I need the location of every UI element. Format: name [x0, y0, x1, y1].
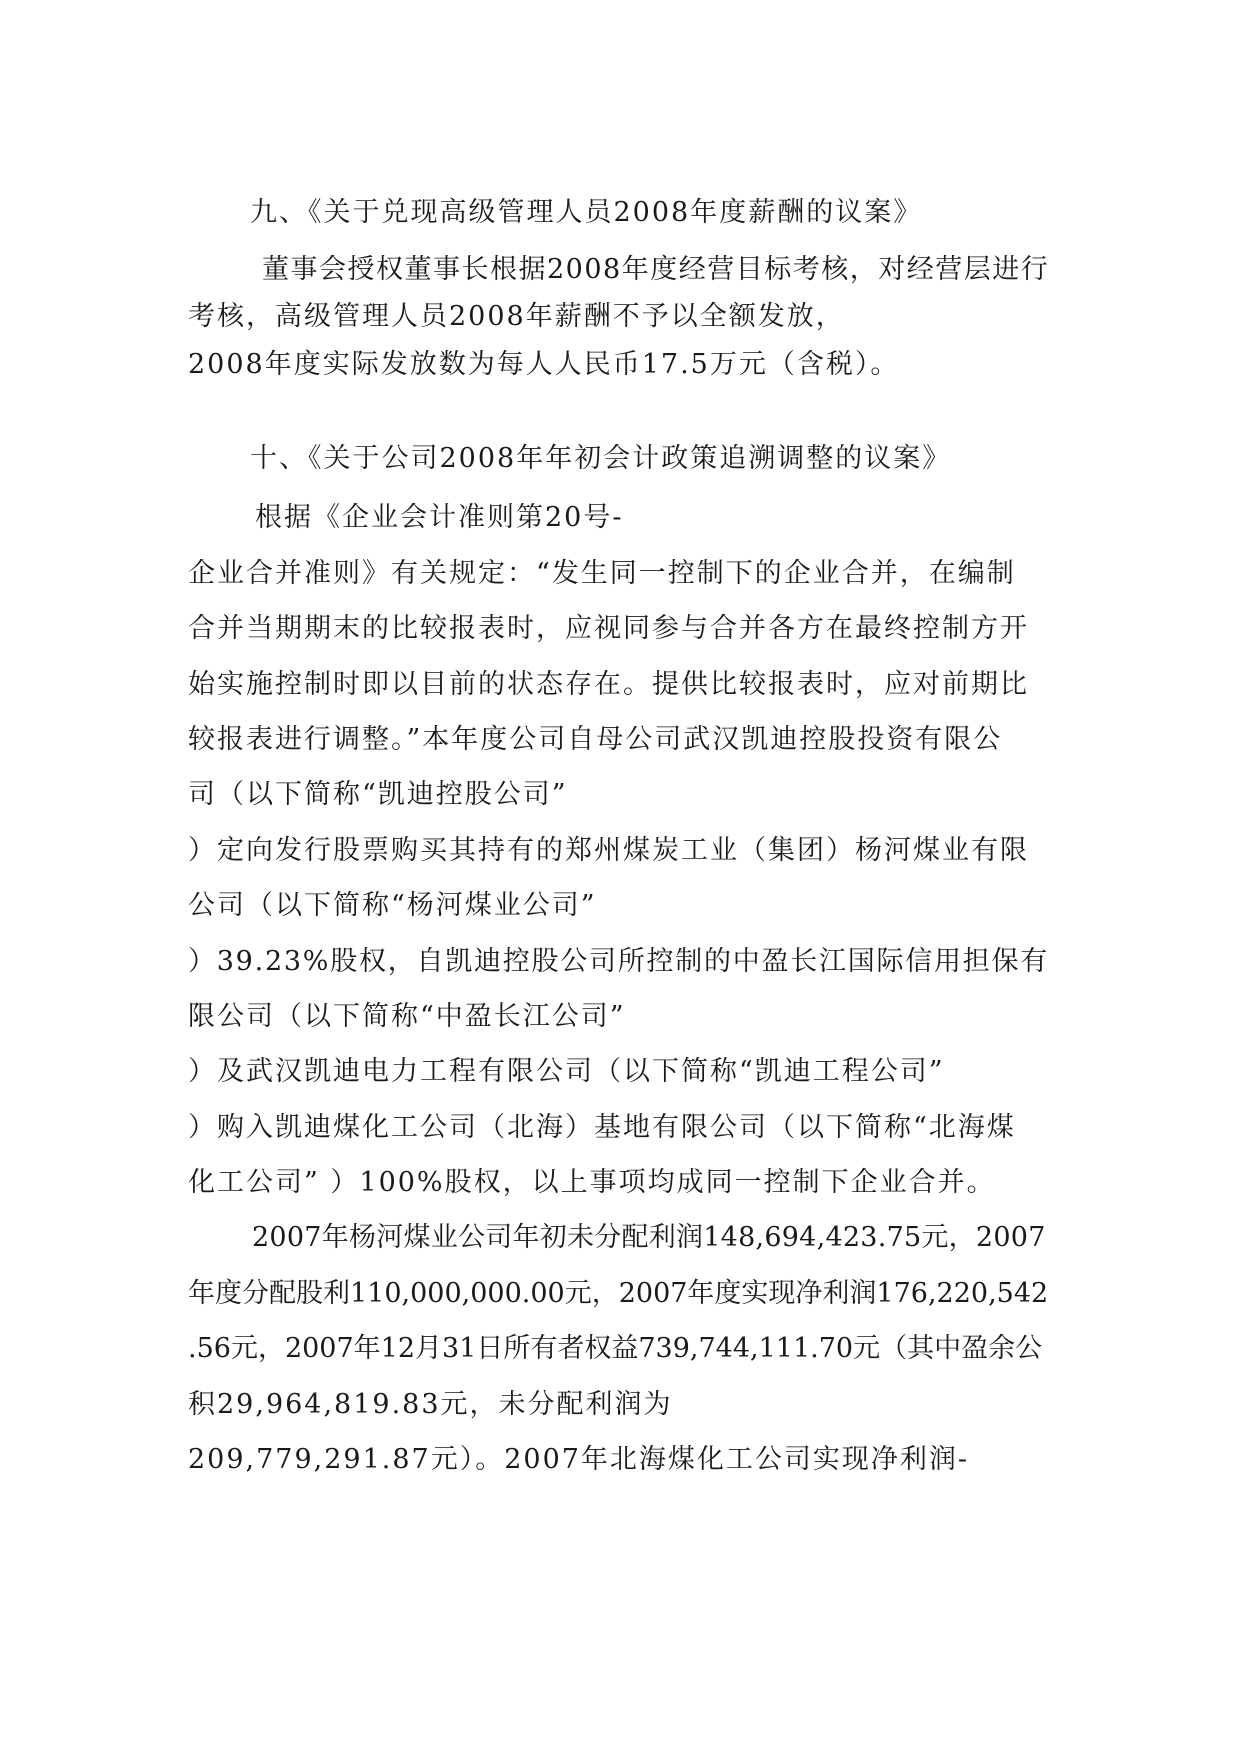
paragraph-line: ）及武汉凯迪电力工程有限公司（以下简称“凯迪工程公司” — [188, 1056, 945, 1087]
paragraph-line: 化工公司” ）100%股权，以上事项均成同一控制下企业合并。 — [188, 1167, 996, 1198]
paragraph-line: 限公司（以下简称“中盈长江公司” — [188, 1001, 626, 1032]
section-heading-10: 十、《关于公司2008年年初会计政策追溯调整的议案》 — [250, 443, 952, 474]
paragraph-line: ）39.23%股权，自凯迪控股公司所控制的中盈长江国际信用担保有 — [188, 946, 1049, 977]
paragraph-line: 209,779,291.87元）。2007年北海煤化工公司实现净利润- — [188, 1444, 970, 1475]
paragraph-line: ）定向发行股票购买其持有的郑州煤炭工业（集团）杨河煤业有限 — [188, 835, 1029, 866]
paragraph-line: 司（以下简称“凯迪控股公司” — [188, 779, 568, 810]
paragraph-line: 2008年度实际发放数为每人人民币17.5万元（含税）。 — [188, 349, 900, 380]
paragraph-line: 年度分配股利110,000,000.00元，2007年度实现净利润176,220,542 — [188, 1278, 1049, 1309]
paragraph-line: 考核，高级管理人员2008年薪酬不予以全额发放， — [188, 301, 845, 332]
paragraph-line: 董事会授权董事长根据2008年度经营目标考核，对经营层进行 — [262, 254, 1050, 285]
paragraph-line: 根据《企业会计准则第20号- — [255, 502, 624, 533]
paragraph-line: 合并当期期末的比较报表时，应视同参与合并各方在最终控制方开 — [188, 613, 1029, 644]
section-heading-9: 九、《关于兑现高级管理人员2008年度薪酬的议案》 — [250, 197, 923, 228]
paragraph-line: 较报表进行调整。”本年度公司自母公司武汉凯迪控股投资有限公 — [188, 724, 1003, 755]
paragraph-line: .56元，2007年12月31日所有者权益739,744,111.70元（其中盈余公 — [188, 1333, 1043, 1364]
paragraph-line: 2007年杨河煤业公司年初未分配利润148,694,423.75元，2007 — [252, 1222, 1046, 1253]
paragraph-line: 积29,964,819.83元，未分配利润为 — [188, 1389, 673, 1420]
paragraph-line: 始实施控制时即以目前的状态存在。提供比较报表时，应对前期比 — [188, 669, 1029, 700]
paragraph-line: ）购入凯迪煤化工公司（北海）基地有限公司（以下简称“北海煤 — [188, 1112, 1016, 1143]
paragraph-line: 企业合并准则》有关规定：“发生同一控制下的企业合并，在编制 — [188, 558, 1016, 589]
paragraph-line: 公司（以下简称“杨河煤业公司” — [188, 890, 597, 921]
